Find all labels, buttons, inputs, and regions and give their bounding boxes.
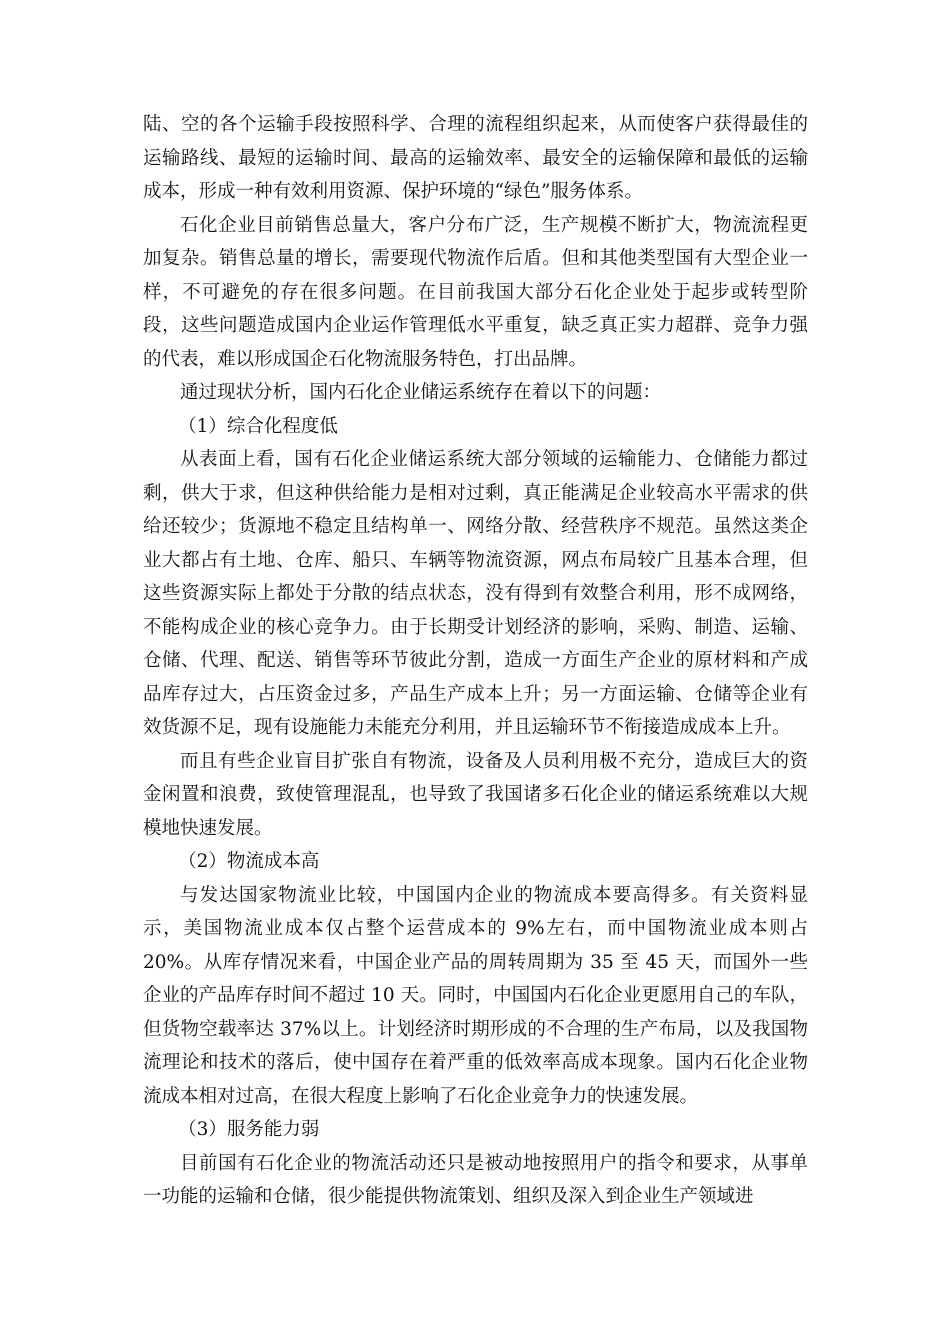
paragraph-service-capability: 目前国有石化企业的物流活动还只是被动地按照用户的指令和要求，从事单一功能的运输和仓储，很少能提供物流策划、组织及深入到企业生产领域进: [143, 1152, 808, 1207]
paragraph-continuation: 陆、空的各个运输手段按照科学、合理的流程组织起来，从而使客户获得最佳的运输路线、最短的运输时间、最高的运输效率、最安全的运输保障和最低的运输成本，形成一种有效利用资源、保护环境的“绿色”服务体系。: [143, 114, 808, 202]
paragraph-petrochemical-overview: 石化企业目前销售总量大，客户分布广泛，生产规模不断扩大，物流流程更加复杂。销售总量的增长，需要现代物流作后盾。但和其他类型国有大型企业一样，不可避免的存在很多问题。在目前我国大部分石化企业处于起步或转型阶段，这些问题造成国内企业运作管理低水平重复，缺乏真正实力超群、竞争力强的代表，难以形成国企石化物流服务特色，打出品牌。: [143, 214, 808, 370]
section-heading-1: （1）综合化程度低: [178, 415, 338, 437]
paragraph-logistics-cost: 与发达国家物流业比较，中国国内企业的物流成本要高得多。有关资料显示，美国物流业成本仅占整个运营成本的 9%左右，而中国物流业成本则占 20%。从库存情况来看，中国企业产品的周转周期为 35 至 45 天，而国外一些企业的产品库存时间不超过 10 天。同时，中国国内石化企业更愿用自己的车队，但货物空载率达 37%以上。计划经济时期形成的不合理的生产布局，以及我国物流理论和技术的落后，使中国存在着严重的低效率高成本现象。国内石化企业物流成本相对过高，在很大程度上影响了石化企业竞争力的快速发展。: [143, 884, 808, 1107]
document-body: [143, 108, 808, 1214]
section-heading-2: （2）物流成本高: [178, 851, 320, 872]
paragraph-problems-intro: 通过现状分析，国内石化企业储运系统存在着以下的问题：: [180, 382, 662, 403]
section-heading-3: （3）服务能力弱: [178, 1119, 320, 1140]
paragraph-integration: 从表面上看，国有石化企业储运系统大部分领域的运输能力、仓储能力都过剩，供大于求，但这种供给能力是相对过剩，真正能满足企业较高水平需求的供给还较少；货源地不稳定且结构单一、网络分散、经营秩序不规范。虽然这类企业大都占有土地、仓库、船只、车辆等物流资源，网点布局较广且基本合理，但这些资源实际上都处于分散的结点状态，没有得到有效整合利用，形不成网络，不能构成企业的核心竞争力。由于长期受计划经济的影响，采购、制造、运输、仓储、代理、配送、销售等环节彼此分割，造成一方面生产企业的原材料和产成品库存过大，占压资金过多，产品生产成本上升；另一方面运输、仓储等企业有效货源不足，现有设施能力未能充分利用，并且运输环节不衔接造成成本上升。: [143, 449, 808, 738]
paragraph-expansion: 而且有些企业盲目扩张自有物流，设备及人员利用极不充分，造成巨大的资金闲置和浪费，致使管理混乱，也导致了我国诸多石化企业的储运系统难以大规模地快速发展。: [143, 750, 808, 839]
